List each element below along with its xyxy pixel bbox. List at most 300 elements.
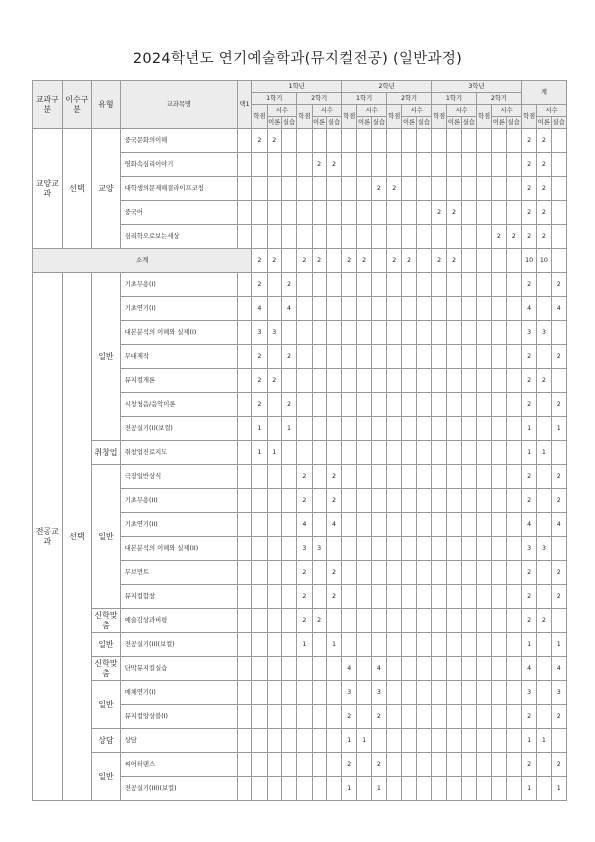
subject-name: 뮤지컬합창 <box>120 585 237 609</box>
value-cell <box>281 441 296 465</box>
value-cell <box>326 297 341 321</box>
elective-cell <box>237 585 251 609</box>
total-cell: 2 <box>537 129 551 153</box>
isu-elective: 선택 <box>62 129 92 249</box>
value-cell <box>461 345 476 369</box>
value-cell <box>447 465 461 489</box>
value-cell <box>297 681 312 705</box>
value-cell <box>342 153 357 177</box>
value-cell <box>416 489 431 513</box>
value-cell <box>267 777 281 801</box>
value-cell <box>492 393 506 417</box>
value-cell: 2 <box>297 489 312 513</box>
value-cell <box>476 273 491 297</box>
value-cell <box>416 153 431 177</box>
value-cell <box>476 129 491 153</box>
value-cell <box>252 225 267 249</box>
value-cell <box>326 537 341 561</box>
subtotal-cell <box>326 249 341 273</box>
header-practice: 실습 <box>506 117 521 129</box>
value-cell <box>402 753 416 777</box>
value-cell: 2 <box>432 201 447 225</box>
value-cell <box>342 345 357 369</box>
value-cell: 2 <box>297 465 312 489</box>
total-cell <box>537 273 551 297</box>
value-cell <box>492 129 506 153</box>
header-semester: 2학기 <box>476 93 521 105</box>
value-cell <box>402 657 416 681</box>
value-cell <box>432 441 447 465</box>
subject-name: 중국어 <box>120 201 237 225</box>
total-cell: 2 <box>551 561 567 585</box>
value-cell <box>416 657 431 681</box>
value-cell <box>492 273 506 297</box>
elective-cell <box>237 561 251 585</box>
value-cell <box>416 129 431 153</box>
subject-name: 전공실기(III)(보컬) <box>120 777 237 801</box>
value-cell <box>506 153 521 177</box>
subtotal-total <box>551 249 567 273</box>
value-cell <box>281 585 296 609</box>
subject-name: 중국문화의이해 <box>120 129 237 153</box>
value-cell <box>461 561 476 585</box>
value-cell <box>371 441 386 465</box>
value-cell <box>281 681 296 705</box>
value-cell: 2 <box>252 273 267 297</box>
value-cell <box>297 705 312 729</box>
value-cell <box>492 729 506 753</box>
value-cell <box>492 753 506 777</box>
value-cell <box>432 705 447 729</box>
value-cell <box>432 753 447 777</box>
subtotal-cell: 2 <box>297 249 312 273</box>
value-cell: 2 <box>297 561 312 585</box>
value-cell <box>461 465 476 489</box>
group-major: 전공교과 <box>33 273 63 801</box>
value-cell <box>357 321 371 345</box>
total-cell: 2 <box>551 753 567 777</box>
value-cell <box>506 177 521 201</box>
total-cell <box>537 585 551 609</box>
value-cell <box>267 393 281 417</box>
total-cell: 2 <box>521 177 536 201</box>
value-cell <box>267 177 281 201</box>
value-cell <box>461 369 476 393</box>
value-cell <box>357 177 371 201</box>
value-cell: 1 <box>252 441 267 465</box>
value-cell <box>297 417 312 441</box>
value-cell: 2 <box>297 585 312 609</box>
total-cell: 1 <box>521 633 536 657</box>
value-cell <box>357 657 371 681</box>
value-cell <box>387 393 402 417</box>
value-cell: 2 <box>312 609 326 633</box>
total-cell <box>551 321 567 345</box>
value-cell <box>312 657 326 681</box>
total-cell <box>537 753 551 777</box>
value-cell <box>402 537 416 561</box>
value-cell <box>357 537 371 561</box>
value-cell <box>476 369 491 393</box>
value-cell <box>252 705 267 729</box>
value-cell <box>447 753 461 777</box>
value-cell <box>402 513 416 537</box>
value-cell: 2 <box>312 153 326 177</box>
value-cell <box>342 633 357 657</box>
value-cell <box>312 225 326 249</box>
value-cell <box>432 417 447 441</box>
value-cell <box>252 513 267 537</box>
value-cell <box>281 537 296 561</box>
total-cell: 4 <box>551 657 567 681</box>
value-cell: 4 <box>326 513 341 537</box>
value-cell <box>506 297 521 321</box>
value-cell <box>281 369 296 393</box>
elective-cell <box>237 201 251 225</box>
value-cell <box>387 465 402 489</box>
value-cell <box>357 129 371 153</box>
elective-cell <box>237 297 251 321</box>
value-cell <box>476 345 491 369</box>
value-cell: 1 <box>281 417 296 441</box>
header-practice: 실습 <box>281 117 296 129</box>
value-cell <box>447 609 461 633</box>
value-cell <box>252 201 267 225</box>
header-theory: 이론 <box>537 117 551 129</box>
value-cell <box>416 225 431 249</box>
value-cell <box>326 201 341 225</box>
type-label: 취창업 <box>92 441 121 465</box>
subtotal-cell: 2 <box>402 249 416 273</box>
value-cell <box>402 585 416 609</box>
type-label: 상담 <box>92 729 121 753</box>
value-cell <box>326 753 341 777</box>
value-cell <box>312 513 326 537</box>
subject-name: 무대제작 <box>120 345 237 369</box>
total-cell <box>551 225 567 249</box>
value-cell <box>267 609 281 633</box>
total-cell: 2 <box>551 489 567 513</box>
value-cell <box>432 345 447 369</box>
value-cell <box>342 369 357 393</box>
value-cell <box>461 513 476 537</box>
total-cell <box>537 489 551 513</box>
header-credit: 학점 <box>521 105 536 129</box>
value-cell <box>371 153 386 177</box>
value-cell <box>402 705 416 729</box>
value-cell: 4 <box>371 657 386 681</box>
value-cell <box>402 561 416 585</box>
value-cell <box>326 705 341 729</box>
value-cell <box>476 753 491 777</box>
value-cell <box>461 321 476 345</box>
value-cell <box>252 561 267 585</box>
value-cell <box>326 369 341 393</box>
elective-cell <box>237 321 251 345</box>
elective-cell <box>237 465 251 489</box>
header-theory: 이론 <box>357 117 371 129</box>
subject-name: 기초연기(I) <box>120 297 237 321</box>
value-cell <box>432 729 447 753</box>
header-practice: 실습 <box>326 117 341 129</box>
value-cell <box>476 417 491 441</box>
value-cell <box>461 489 476 513</box>
value-cell: 4 <box>252 297 267 321</box>
total-cell: 2 <box>551 273 567 297</box>
value-cell: 2 <box>297 609 312 633</box>
value-cell: 2 <box>326 585 341 609</box>
value-cell <box>461 273 476 297</box>
value-cell <box>492 657 506 681</box>
value-cell <box>461 753 476 777</box>
subject-name: 예술감상과비평 <box>120 609 237 633</box>
header-hours: 시수 <box>267 105 297 117</box>
value-cell <box>326 657 341 681</box>
value-cell <box>492 609 506 633</box>
page-title: 2024학년도 연기예술학과(뮤지컬전공) (일반과정) <box>132 51 463 67</box>
value-cell <box>461 417 476 441</box>
value-cell <box>492 705 506 729</box>
value-cell <box>402 777 416 801</box>
value-cell <box>281 513 296 537</box>
value-cell <box>476 513 491 537</box>
value-cell <box>506 633 521 657</box>
total-cell: 2 <box>521 345 536 369</box>
value-cell <box>342 225 357 249</box>
value-cell <box>297 225 312 249</box>
value-cell <box>402 225 416 249</box>
value-cell <box>416 177 431 201</box>
value-cell <box>447 561 461 585</box>
elective-cell <box>237 129 251 153</box>
value-cell <box>506 753 521 777</box>
header-practice: 실습 <box>461 117 476 129</box>
value-cell <box>506 129 521 153</box>
elective-cell <box>237 609 251 633</box>
value-cell <box>432 609 447 633</box>
value-cell <box>447 633 461 657</box>
value-cell <box>371 513 386 537</box>
value-cell <box>416 729 431 753</box>
value-cell <box>402 153 416 177</box>
value-cell <box>461 777 476 801</box>
value-cell <box>447 729 461 753</box>
subtotal-cell: 2 <box>447 249 461 273</box>
value-cell <box>252 609 267 633</box>
value-cell <box>357 561 371 585</box>
value-cell <box>312 441 326 465</box>
value-cell: 3 <box>342 681 357 705</box>
header-credit: 학점 <box>342 105 357 129</box>
value-cell <box>312 729 326 753</box>
value-cell <box>447 393 461 417</box>
type-label: 신학맞춤 <box>92 657 121 681</box>
total-cell <box>537 681 551 705</box>
value-cell <box>297 273 312 297</box>
subject-name: 뮤지컬앙상블(I) <box>120 705 237 729</box>
value-cell <box>281 657 296 681</box>
value-cell: 2 <box>506 225 521 249</box>
value-cell <box>252 633 267 657</box>
value-cell <box>342 321 357 345</box>
header-semester: 2학기 <box>297 93 342 105</box>
value-cell <box>342 177 357 201</box>
value-cell: 1 <box>297 633 312 657</box>
table-row <box>33 633 567 657</box>
value-cell <box>402 609 416 633</box>
subtotal-row <box>33 249 567 273</box>
value-cell <box>297 297 312 321</box>
value-cell <box>267 417 281 441</box>
total-cell: 3 <box>521 681 536 705</box>
value-cell <box>447 657 461 681</box>
value-cell <box>476 681 491 705</box>
value-cell <box>371 561 386 585</box>
value-cell <box>252 537 267 561</box>
value-cell <box>476 489 491 513</box>
value-cell <box>267 585 281 609</box>
value-cell: 2 <box>342 753 357 777</box>
value-cell <box>447 177 461 201</box>
value-cell: 3 <box>371 681 386 705</box>
value-cell <box>312 705 326 729</box>
subject-name: 대본분석의 이해와 실제(II) <box>120 537 237 561</box>
header-hours: 시수 <box>312 105 342 117</box>
value-cell <box>476 201 491 225</box>
value-cell <box>281 153 296 177</box>
type-label: 일반 <box>92 753 121 801</box>
subject-name: 전공실기(II)(보컬) <box>120 633 237 657</box>
value-cell <box>371 225 386 249</box>
value-cell <box>492 633 506 657</box>
value-cell <box>357 441 371 465</box>
value-cell <box>252 489 267 513</box>
value-cell <box>416 297 431 321</box>
value-cell: 3 <box>297 537 312 561</box>
total-cell <box>537 657 551 681</box>
value-cell <box>371 273 386 297</box>
table-row <box>33 273 567 297</box>
value-cell: 2 <box>281 345 296 369</box>
total-cell: 3 <box>521 537 536 561</box>
value-cell <box>492 537 506 561</box>
value-cell: 2 <box>281 393 296 417</box>
total-cell: 2 <box>521 489 536 513</box>
value-cell <box>357 633 371 657</box>
value-cell <box>461 681 476 705</box>
elective-cell <box>237 729 251 753</box>
total-cell <box>537 297 551 321</box>
value-cell <box>506 321 521 345</box>
total-cell <box>537 561 551 585</box>
value-cell <box>461 585 476 609</box>
value-cell <box>342 201 357 225</box>
subtotal-cell <box>416 249 431 273</box>
elective-cell <box>237 393 251 417</box>
value-cell <box>416 465 431 489</box>
value-cell <box>312 681 326 705</box>
value-cell <box>312 753 326 777</box>
value-cell: 4 <box>297 513 312 537</box>
value-cell <box>416 681 431 705</box>
subject-name: 기초연기(II) <box>120 513 237 537</box>
value-cell <box>371 369 386 393</box>
value-cell <box>281 753 296 777</box>
value-cell <box>432 561 447 585</box>
value-cell <box>297 777 312 801</box>
value-cell <box>506 537 521 561</box>
subject-name: 기초무용(I) <box>120 273 237 297</box>
value-cell <box>267 561 281 585</box>
value-cell <box>461 705 476 729</box>
value-cell <box>281 561 296 585</box>
subtotal-cell <box>371 249 386 273</box>
total-cell: 1 <box>537 729 551 753</box>
value-cell <box>342 465 357 489</box>
header-theory: 이론 <box>312 117 326 129</box>
value-cell <box>342 417 357 441</box>
value-cell <box>312 129 326 153</box>
value-cell <box>461 729 476 753</box>
value-cell <box>506 729 521 753</box>
elective-cell <box>237 705 251 729</box>
value-cell <box>387 633 402 657</box>
value-cell <box>312 417 326 441</box>
subtotal-total: 10 <box>521 249 536 273</box>
value-cell <box>281 465 296 489</box>
value-cell <box>281 201 296 225</box>
value-cell <box>461 129 476 153</box>
value-cell <box>492 585 506 609</box>
value-cell <box>432 393 447 417</box>
value-cell <box>387 513 402 537</box>
value-cell <box>371 417 386 441</box>
value-cell <box>492 321 506 345</box>
value-cell <box>281 321 296 345</box>
type-label: 일반 <box>92 633 121 657</box>
elective-cell <box>237 345 251 369</box>
total-cell <box>551 537 567 561</box>
value-cell <box>447 705 461 729</box>
value-cell <box>476 609 491 633</box>
value-cell <box>326 393 341 417</box>
value-cell <box>297 393 312 417</box>
value-cell <box>447 537 461 561</box>
value-cell <box>342 537 357 561</box>
total-cell: 1 <box>551 633 567 657</box>
value-cell <box>267 753 281 777</box>
value-cell <box>492 489 506 513</box>
value-cell <box>432 777 447 801</box>
value-cell <box>357 297 371 321</box>
header-credit: 학점 <box>432 105 447 129</box>
header-practice: 실습 <box>416 117 431 129</box>
header-year2: 2학년 <box>342 81 432 93</box>
value-cell <box>387 297 402 321</box>
value-cell <box>387 417 402 441</box>
value-cell <box>371 609 386 633</box>
value-cell <box>476 633 491 657</box>
total-cell: 1 <box>521 417 536 441</box>
total-cell: 1 <box>521 729 536 753</box>
elective-cell <box>237 777 251 801</box>
value-cell <box>492 345 506 369</box>
value-cell <box>476 297 491 321</box>
value-cell <box>371 585 386 609</box>
value-cell <box>387 369 402 393</box>
value-cell <box>476 321 491 345</box>
total-cell: 2 <box>521 393 536 417</box>
